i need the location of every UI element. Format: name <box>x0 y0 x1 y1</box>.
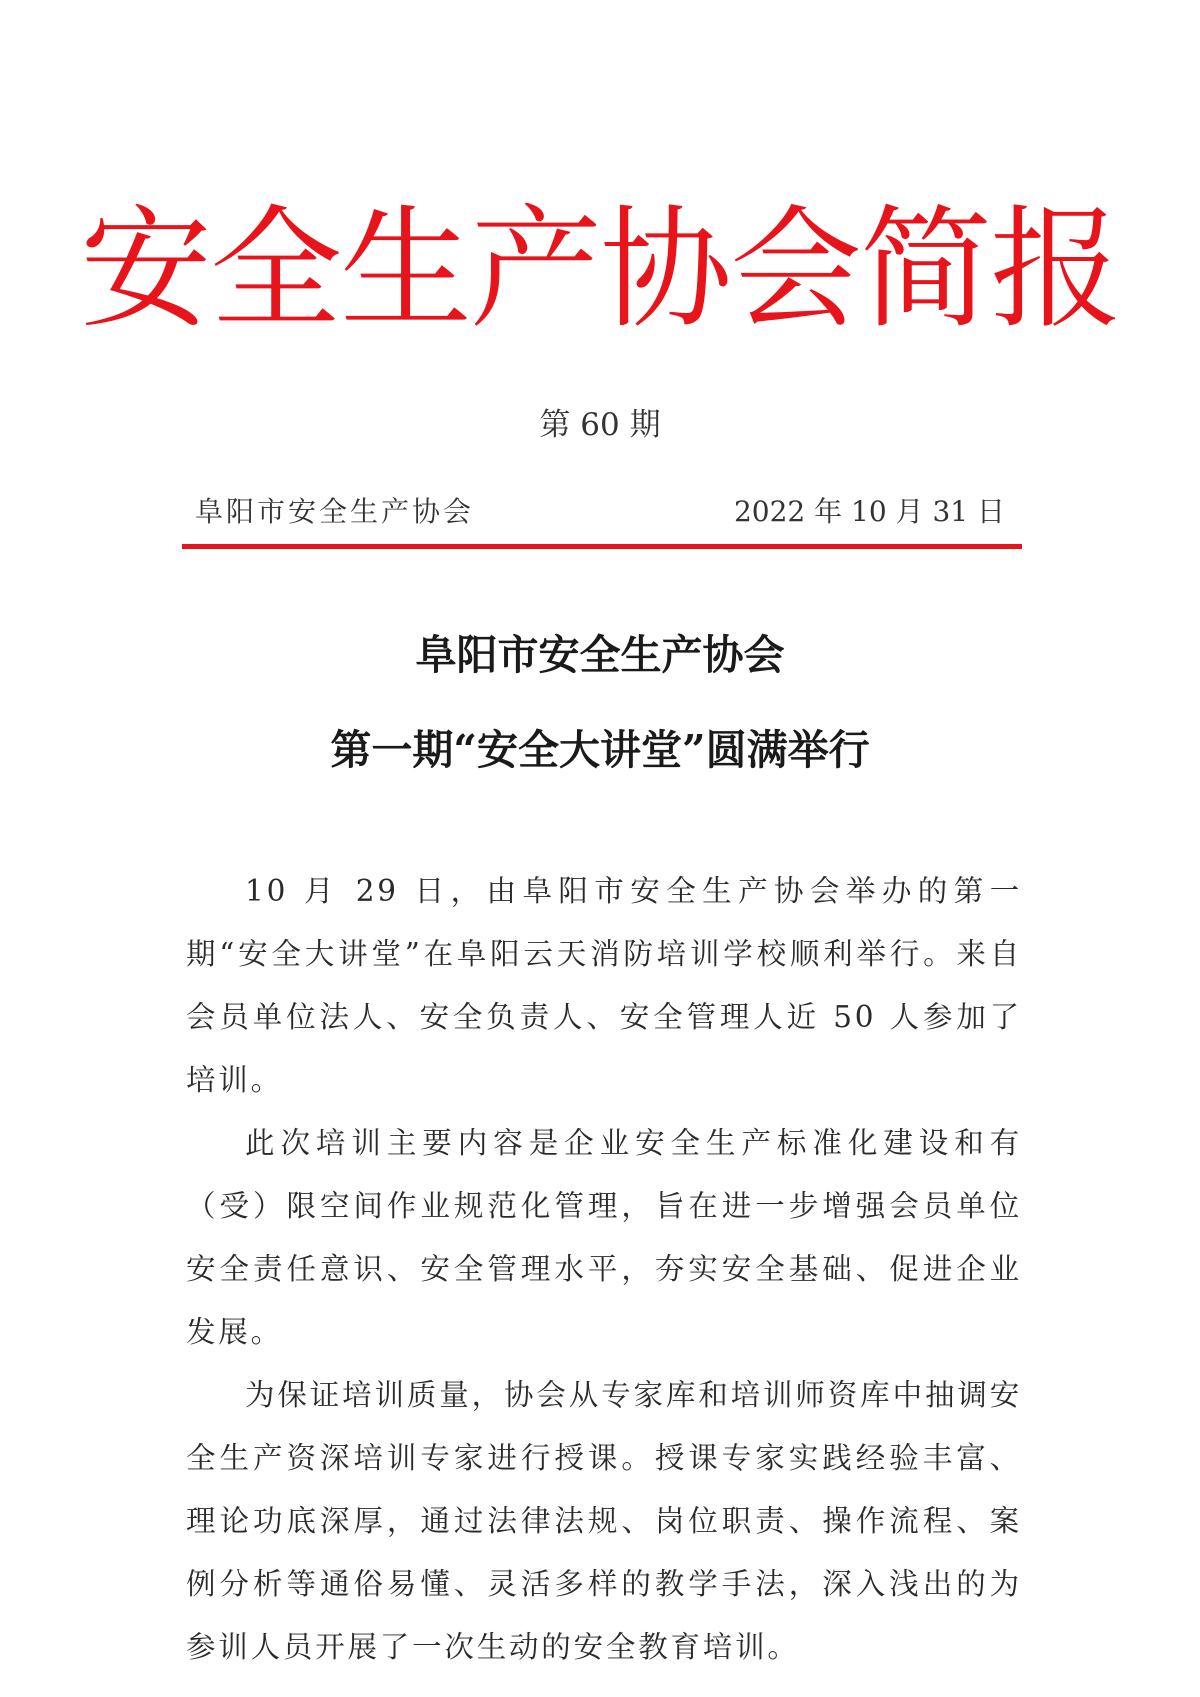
masthead-title: 安全生产协会简报 <box>80 193 1120 347</box>
article-body <box>186 860 1022 1679</box>
article-title-line-2: 第一期“安全大讲堂”圆满举行 <box>330 726 870 774</box>
issue-number: 第 60 期 <box>539 407 661 443</box>
article-title-line-1: 阜阳市安全生产协会 <box>415 631 785 679</box>
publisher-name: 阜阳市安全生产协会 <box>195 495 475 528</box>
article-paragraph: 为保证培训质量，协会从专家库和培训师资库中抽调安全生产资深培训专家进行授课。授课专家实践经验丰富、理论功底深厚，通过法律法规、岗位职责、操作流程、案例分析等通俗易懂、灵活多样的教学手法，深入浅出的为参训人员开展了一次生动的安全教育培训。 <box>186 1378 1022 1664</box>
meta-row <box>195 490 1005 534</box>
article-paragraph: 10 月 29 日，由阜阳市安全生产协会举办的第一期“安全大讲堂”在阜阳云天消防培训学校顺利举行。来自会员单位法人、安全负责人、安全管理人近 50 人参加了培训。 <box>186 874 1022 1097</box>
publish-date: 2022 年 10 月 31 日 <box>733 495 1005 528</box>
red-divider <box>182 544 1022 549</box>
article-paragraph: 此次培训主要内容是企业安全生产标准化建设和有（受）限空间作业规范化管理，旨在进一步增强会员单位安全责任意识、安全管理水平，夯实安全基础、促进企业发展。 <box>186 1126 1022 1349</box>
